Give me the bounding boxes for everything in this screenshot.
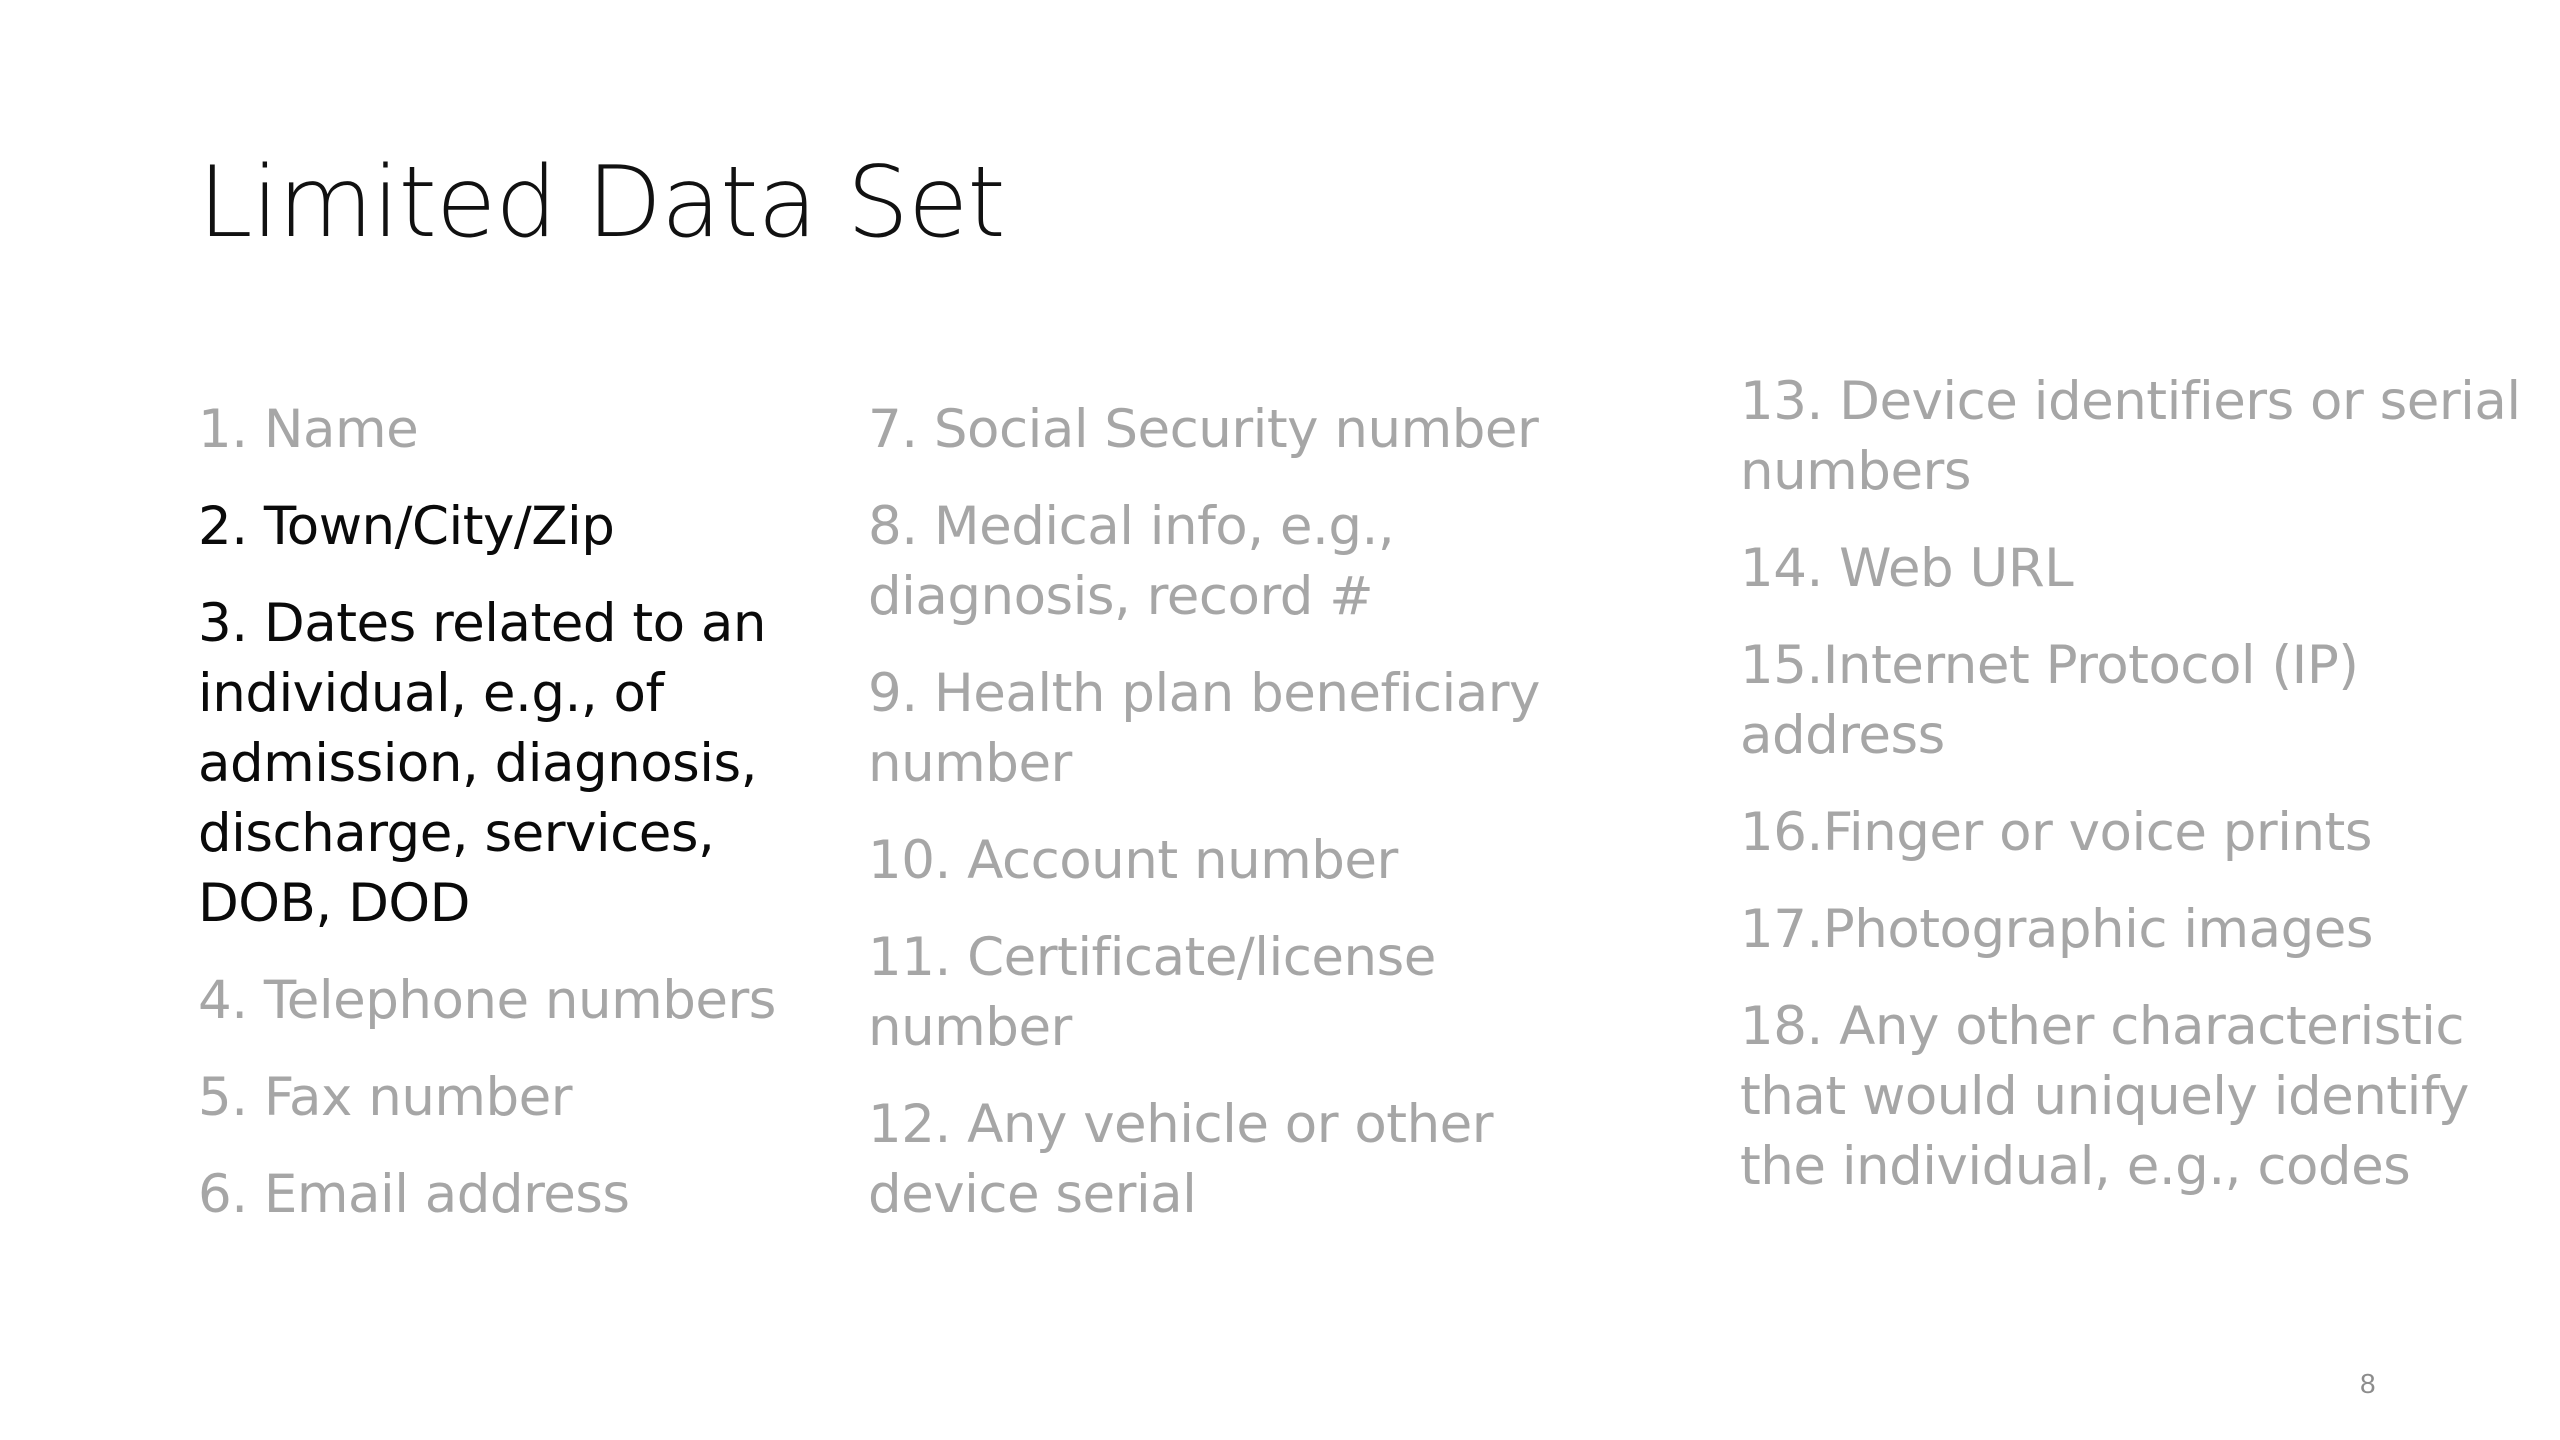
list-item: 12. Any vehicle or other device serial xyxy=(868,1094,1494,1225)
list-item: 2. Town/City/Zip xyxy=(198,496,615,557)
list-item: 17.Photographic images xyxy=(1740,899,2374,960)
list-item: 1. Name xyxy=(198,399,419,460)
list-item: 13. Device identifiers or serial numbers xyxy=(1740,371,2521,502)
list-item: 4. Telephone numbers xyxy=(198,970,776,1031)
list-item: 16.Finger or voice prints xyxy=(1740,802,2372,863)
list-item: 7. Social Security number xyxy=(868,399,1539,460)
identifier-column-2 xyxy=(868,395,1638,1257)
list-item: 14. Web URL xyxy=(1740,538,2074,599)
list-item: 3. Dates related to an individual, e.g., of admission, diagnosis, discharge, services, DOB, DOD xyxy=(198,593,766,934)
list-item: 18. Any other characteristic that would uniquely identify the individual, e.g., codes xyxy=(1740,996,2469,1197)
list-item: 6. Email address xyxy=(198,1164,630,1225)
page-number: 8 xyxy=(2360,1368,2376,1399)
list-item: 5. Fax number xyxy=(198,1067,573,1128)
list-item: 10. Account number xyxy=(868,830,1398,891)
list-item: 8. Medical info, e.g., diagnosis, record # xyxy=(868,496,1395,627)
list-item: 11. Certificate/license number xyxy=(868,927,1436,1058)
identifier-column-3 xyxy=(1740,367,2540,1229)
list-item: 15.Internet Protocol (IP) address xyxy=(1740,635,2359,766)
slide-title: Limited Data Set xyxy=(198,146,1005,260)
list-item: 9. Health plan beneficiary number xyxy=(868,663,1540,794)
identifier-column-1 xyxy=(198,395,818,1257)
